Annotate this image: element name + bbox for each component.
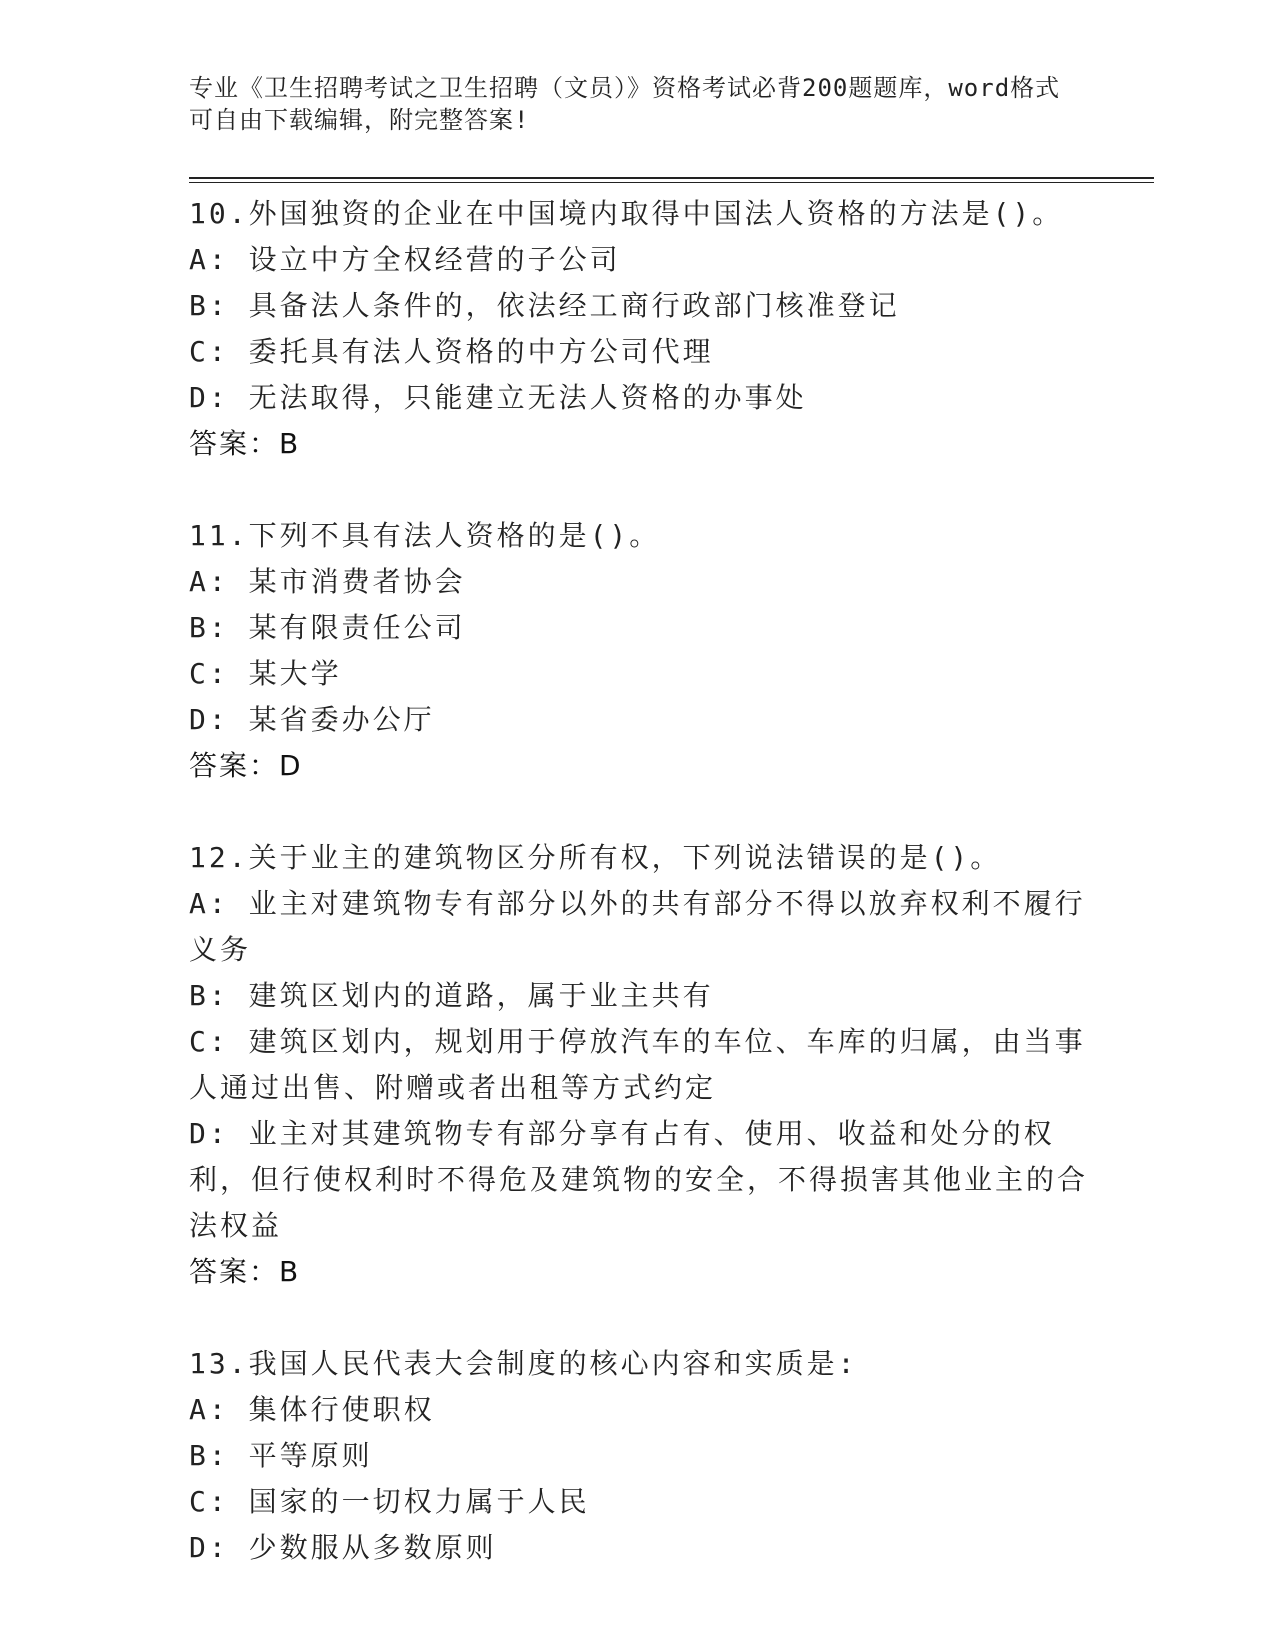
question-stem: 13.我国人民代表大会制度的核心内容和实质是: [189, 1347, 858, 1380]
question-block [189, 1341, 1089, 1571]
header-line-2: 可自由下载编辑，附完整答案! [189, 106, 530, 134]
answer-line: 答案：D [189, 749, 303, 782]
option-d: D: 无法取得，只能建立无法人资格的办事处 [189, 381, 807, 414]
option-a: A: 某市消费者协会 [189, 565, 466, 598]
header-divider-thick [189, 177, 1154, 179]
question-block [189, 835, 1089, 1249]
option-c: C: 委托具有法人资格的中方公司代理 [189, 335, 714, 368]
question-stem: 12.关于业主的建筑物区分所有权，下列说法错误的是()。 [189, 841, 1002, 874]
option-c: C: 某大学 [189, 657, 342, 690]
header-line-1: 专业《卫生招聘考试之卫生招聘（文员）》资格考试必背200题题库，word格式 [189, 74, 1061, 102]
option-c: C: 国家的一切权力属于人民 [189, 1485, 590, 1518]
question-stem: 11.下列不具有法人资格的是()。 [189, 519, 661, 552]
answer-line: 答案：B [189, 427, 301, 460]
option-d: D: 某省委办公厅 [189, 703, 435, 736]
question-block [189, 513, 1089, 743]
document-header [189, 72, 1089, 136]
option-c: C: 建筑区划内，规划用于停放汽车的车位、车库的归属，由当事人通过出售、附赠或者出租等方式约定 [189, 1025, 1086, 1104]
option-b: B: 具备法人条件的，依法经工商行政部门核准登记 [189, 289, 900, 322]
question-block [189, 191, 1089, 421]
option-a: A: 业主对建筑物专有部分以外的共有部分不得以放弃权利不履行义务 [189, 887, 1086, 966]
question-stem: 10.外国独资的企业在中国境内取得中国法人资格的方法是()。 [189, 197, 1064, 230]
question-list [189, 191, 1089, 1571]
option-d: D: 少数服从多数原则 [189, 1531, 497, 1564]
option-b: B: 平等原则 [189, 1439, 373, 1472]
option-a: A: 设立中方全权经营的子公司 [189, 243, 621, 276]
header-divider-thin [189, 182, 1154, 183]
option-b: B: 某有限责任公司 [189, 611, 466, 644]
option-d: D: 业主对其建筑物专有部分享有占有、使用、收益和处分的权利，但行使权利时不得危及建筑物的安全，不得损害其他业主的合法权益 [189, 1117, 1089, 1242]
option-b: B: 建筑区划内的道路，属于业主共有 [189, 979, 714, 1012]
answer-line: 答案：B [189, 1255, 301, 1288]
option-a: A: 集体行使职权 [189, 1393, 435, 1426]
